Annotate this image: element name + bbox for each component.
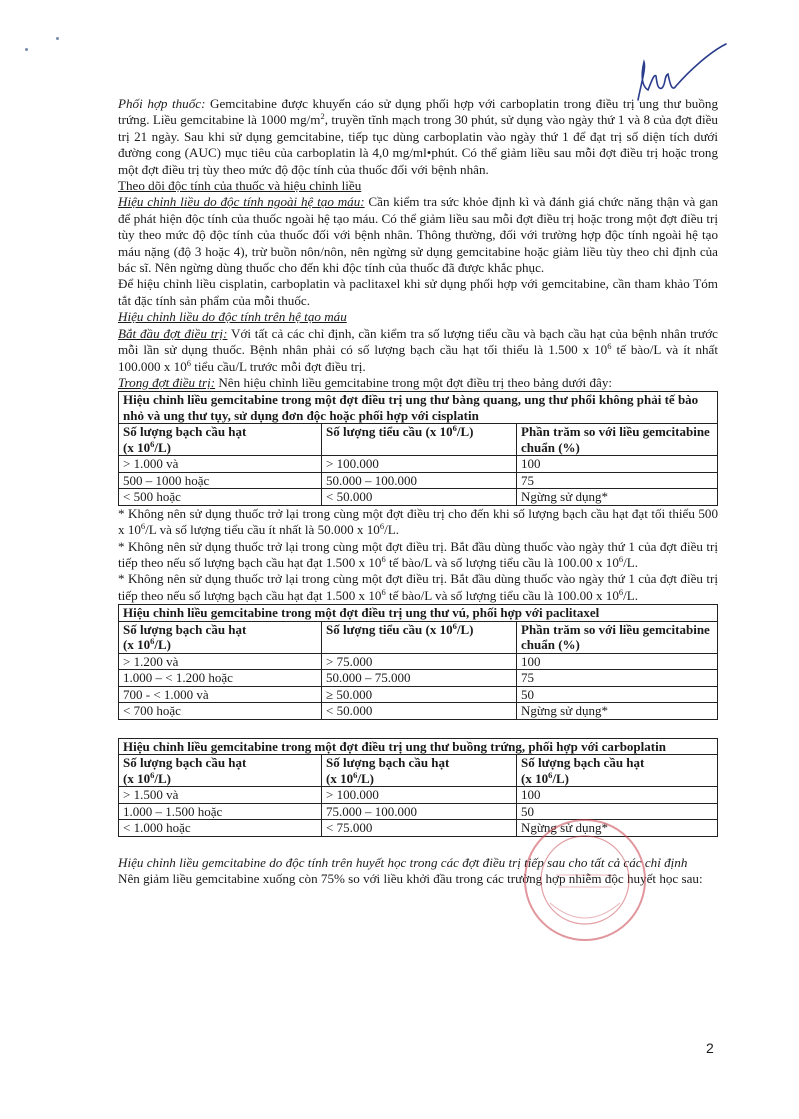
table-cell: Ngừng sử dụng* [517,489,718,506]
table-row [119,472,718,489]
table-cell: 100 [517,653,718,670]
table-cell: ≥ 50.000 [322,686,517,703]
superscript: 6 [150,636,155,647]
table-title: Hiệu chỉnh liều gemcitabine trong một đợt điều trị ung thư bàng quang, ung thư phổi không phải tế bào nhỏ và ung thư tụy, sử dụng đơn độc hoặc phối hợp với cisplatin [119,392,718,424]
header-text: Số lượng bạch cầu hạt [123,621,247,637]
start-text-c: tiểu cầu/L trước mỗi đợt điều trị. [191,358,366,374]
table-cell: 50.000 – 100.000 [322,472,517,489]
table-title-row [119,392,718,424]
header-text: Số lượng bạch cầu hạt [326,755,450,771]
subsequent-cycles-heading: Hiệu chỉnh liều gemcitabine do độc tính trên huyết học trong các đợt điều trị tiếp sau cho tất cả các chỉ định [118,854,688,870]
header-unit: (x 10 [521,770,549,786]
header-unit: /L) [154,439,171,455]
header-granulocytes [119,621,322,653]
superscript: 6 [150,769,155,780]
table-cell: < 75.000 [322,820,517,837]
table-row [119,670,718,687]
superscript: 6 [379,521,385,532]
table-cell: 100 [517,787,718,804]
superscript: 6 [381,554,386,565]
scan-speck [25,48,28,51]
non-hematologic-text: Cần kiểm tra sức khỏe định kì và đánh giá chức năng thận và gan để phát hiện độc tính của thuốc ngoài hệ tạo máu. Có thể giảm liều sau mỗi đợt điều trị hoặc trong một đợt điều trị tùy theo mức độ độc tính của thuốc đối với bệnh nhân. Thông thường, đối với trường hợp độc tính ngoài hệ tạo máu nặng (độ 3 hoặc 4), trừ buồn nôn/nôn, nên ngừng sử dụng gemcitabine hoặc giảm liều tùy theo chỉ định của bác sĩ. Nên ngừng dùng thuốc cho đến khi độc tính của thuốc đã được khắc phục. [118,194,718,276]
header-granulocytes [119,424,322,456]
header-percent-dose: Phần trăm so với liều gemcitabine chuẩn (%) [517,424,718,456]
header-unit: (x 10 [326,770,354,786]
table-cell: 1.000 – 1.500 hoặc [119,803,322,820]
footnote-text: /L. [623,555,639,571]
table-row [119,653,718,670]
combination-text-b: , truyền tĩnh mạch trong 30 phút, sử dụng vào ngày thứ 1 và 8 của đợt điều trị 21 ngày. Sau khi sử dụng gemcitabine, tiếp tục dùng carboplatin vào ngày thứ 1 để đạt trị số diện tích dưới đường cong (AUC) mục tiêu của carboplatin là 4,0 mg/ml•phút. Có thể giảm liều sau mỗi đợt điều trị hoặc trong một đợt điều trị tùy theo mức độ độc tính của thuốc đối với bệnh nhân. [118,112,718,177]
footnote-text: /L và số lượng tiểu cầu ít nhất là 50.000 x 10 [145,522,380,538]
header-column-3 [517,755,718,787]
footnote [118,539,718,572]
table-cell: 50 [517,686,718,703]
table-row [119,489,718,506]
table-cell: > 100.000 [322,787,517,804]
superscript: 2 [320,111,325,122]
table-cell: > 1.200 và [119,653,322,670]
header-unit: /L) [357,770,374,786]
header-unit: /L) [456,621,474,637]
table-title: Hiệu chỉnh liều gemcitabine trong một đợt điều trị ung thư buồng trứng, phối hợp với carboplatin [119,738,718,755]
table-row [119,703,718,720]
header-text: Số lượng bạch cầu hạt [521,755,645,771]
start-text-a: Với tất cả các chỉ định, cần kiểm tra số lượng tiểu cầu và bạch cầu hạt của bệnh nhân trước mỗi lần sử dụng thuốc. Bệnh nhân phải có số lượng bạch cầu hạt tối thiểu là 1.500 x 10 [118,325,718,358]
footnote-text: * Không nên sử dụng thuốc trở lại trong cùng một đợt điều trị. Bắt đầu dùng thuốc vào ngày thứ 1 của đợt điều trị tiếp theo nếu số lượng bạch cầu hạt đạt 1.500 x 10 [118,571,718,603]
non-hematologic-paragraph [118,194,718,276]
table-cell: Ngừng sử dụng* [517,820,718,837]
table-cell: > 100.000 [322,456,517,473]
combination-text-a: Gemcitabine được khuyến cáo sử dụng phối hợp với carboplatin trong điều trị ung thư buồng trứng. Liều gemcitabine là 1000 mg/m [118,96,718,128]
table-cell: > 75.000 [322,653,517,670]
header-granulocytes [119,755,322,787]
footnote-text: * Không nên sử dụng thuốc trở lại trong cùng một đợt điều trị. Bắt đầu dùng thuốc vào ngày thứ 1 của đợt điều trị tiếp theo nếu số lượng bạch cầu hạt đạt 1.500 x 10 [118,538,718,571]
footnote-text: tế bào/L và số lượng tiểu cầu là 100.00 x 10 [385,555,619,571]
table-cell: 50 [517,803,718,820]
table-cell: > 1.000 và [119,456,322,473]
header-unit: /L) [456,424,474,440]
superscript: 6 [140,521,146,532]
table-title-row [119,738,718,755]
header-percent-dose: Phần trăm so với liều gemcitabine chuẩn (%) [517,621,718,653]
start-of-cycle-paragraph [118,326,718,375]
subsequent-cycles-text: Nên giảm liều gemcitabine xuống còn 75% so với liều khởi đầu trong các trường hợp nhiễm độc huyết học sau: [118,871,703,887]
superscript: 6 [353,769,358,780]
superscript: 6 [607,341,612,352]
within-cycle-text: Nên hiệu chỉnh liều gemcitabine trong một đợt điều trị theo bảng dưới đây: [215,374,613,390]
header-platelets [322,621,517,653]
table-cell: 1.000 – < 1.200 hoặc [119,670,322,687]
superscript: 6 [548,769,553,780]
table-cell: > 1.500 và [119,787,322,804]
footnote-text: /L. [623,587,639,603]
superscript: 6 [452,620,457,631]
table-header-row [119,755,718,787]
document-body [118,96,718,888]
header-unit: (x 10 [123,637,151,653]
within-cycle-paragraph [118,375,718,391]
table-cell: 75 [517,472,718,489]
table-cell: 50.000 – 75.000 [322,670,517,687]
superscript: 6 [186,357,191,368]
table-title-row [119,605,718,622]
table-cell: 75.000 – 100.000 [322,803,517,820]
scan-speck [56,37,59,40]
table-row [119,686,718,703]
table-cell: < 50.000 [322,703,517,720]
table-header-row [119,621,718,653]
footnote-text: tế bào/L và số lượng tiểu cầu là 100.00 x 10 [385,587,619,603]
table-title: Hiệu chỉnh liều gemcitabine trong một đợt điều trị ung thư vú, phối hợp với paclitaxel [119,605,718,622]
footnote-text: /L. [384,522,399,538]
table-cell: 75 [517,670,718,687]
superscript: 6 [452,423,457,434]
start-of-cycle-label: Bắt đầu đợt điều trị: [118,325,228,341]
header-unit: (x 10 [123,439,151,455]
header-text: Số lượng tiểu cầu (x 10 [326,424,453,440]
spacer [118,720,718,738]
header-text: Số lượng bạch cầu hạt [123,755,247,771]
table-row [119,787,718,804]
dose-table-bladder-lung-pancreas [118,391,718,506]
header-unit: /L) [552,770,569,786]
table-cell: < 1.000 hoặc [119,820,322,837]
combination-reference-paragraph: Để hiệu chỉnh liều cisplatin, carboplatin và paclitaxel khi sử dụng phối hợp với gemcitabine, cần tham khảo Tóm tắt đặc tính sản phẩm của mỗi thuốc. [118,276,718,308]
table-header-row [119,424,718,456]
header-column-2 [322,755,517,787]
footnote [118,571,718,604]
dose-table-breast-cancer [118,604,718,720]
table-cell: Ngừng sử dụng* [517,703,718,720]
superscript: 6 [150,438,155,449]
table-cell: 700 - < 1.000 và [119,686,322,703]
table-cell: 100 [517,456,718,473]
table-cell: < 500 hoặc [119,489,322,506]
superscript: 6 [618,554,624,565]
table-cell: 500 – 1000 hoặc [119,472,322,489]
header-unit: /L) [154,770,171,786]
header-unit: /L) [154,637,171,653]
footnote-text: * Không nên sử dụng thuốc trở lại trong cùng một đợt điều trị cho đến khi số lượng bạch cầu hạt đạt tối thiểu 500 x 10 [118,505,718,538]
superscript: 6 [381,586,386,597]
company-stamp [520,815,650,945]
header-unit: (x 10 [123,770,151,786]
table-cell: < 700 hoặc [119,703,322,720]
footnote [118,506,718,539]
page-number: 2 [706,1040,714,1056]
monitoring-heading: Theo dõi độc tính của thuốc và hiệu chỉnh liều [118,178,362,194]
header-text: Số lượng bạch cầu hạt [123,424,247,440]
header-platelets [322,424,517,456]
table-cell: < 50.000 [322,489,517,506]
superscript: 6 [618,586,624,597]
combination-paragraph [118,96,718,178]
combination-label: Phối hợp thuốc: [118,96,206,111]
start-text-b: tế bào/L và ít nhất 100.000 x 10 [118,342,718,374]
table-row [119,456,718,473]
header-text: Số lượng tiểu cầu (x 10 [326,621,453,637]
hematologic-heading: Hiệu chỉnh liều do độc tính trên hệ tạo máu [118,309,347,325]
within-cycle-label: Trong đợt điều trị: [118,374,216,390]
non-hematologic-label: Hiệu chỉnh liều do độc tính ngoài hệ tạo máu: [118,194,365,210]
